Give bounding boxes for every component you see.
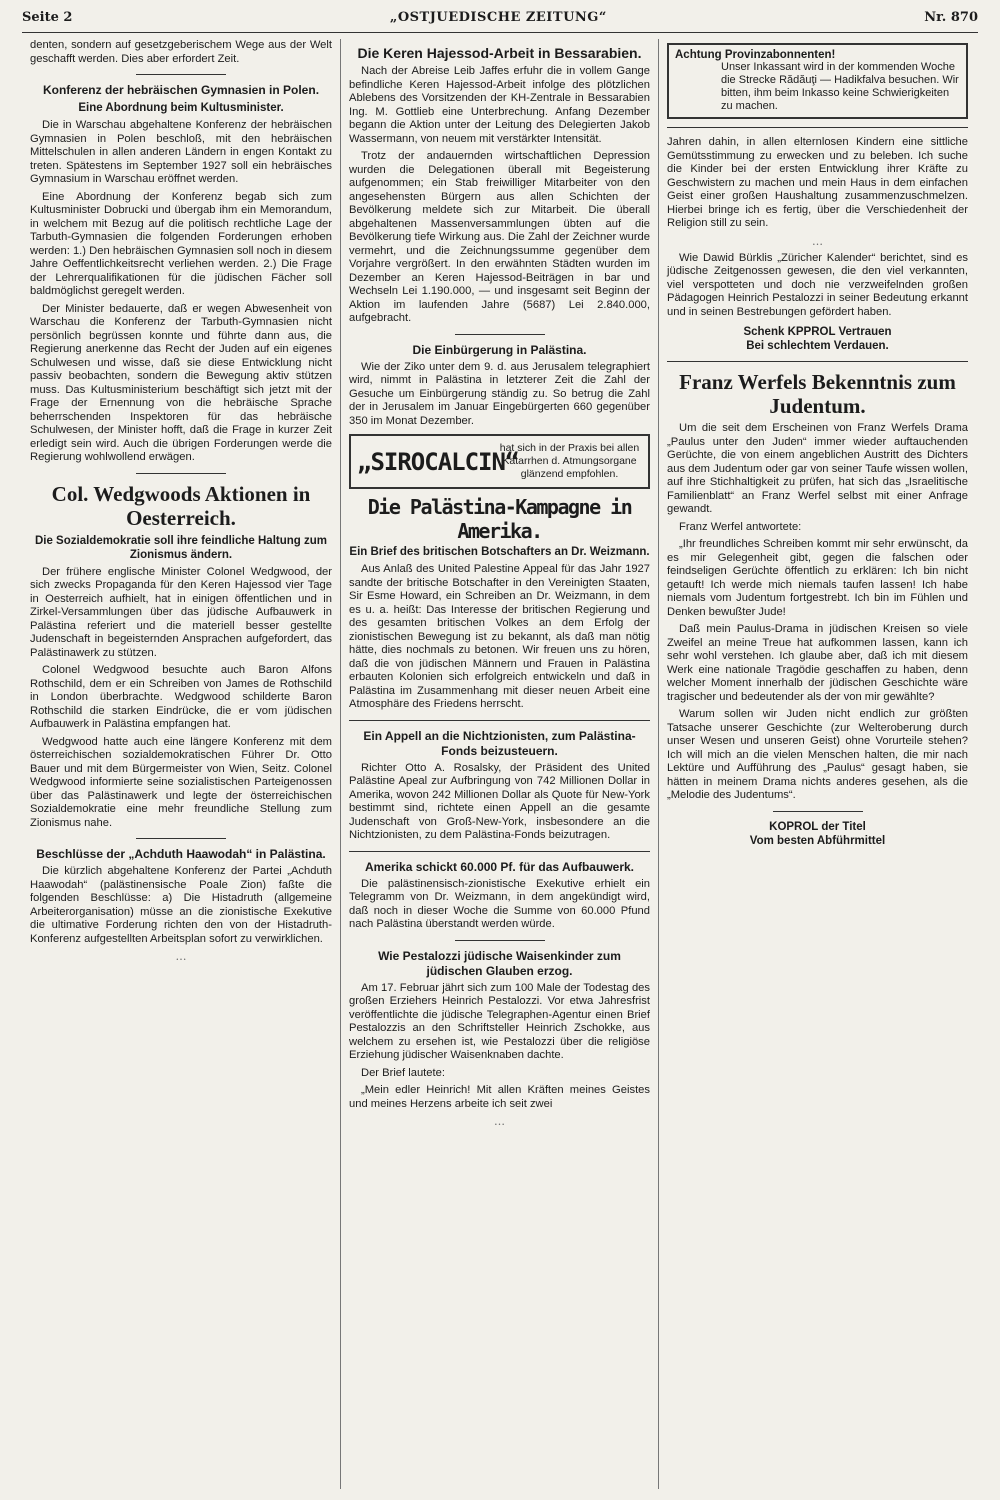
notice-box — [667, 43, 968, 119]
divider — [136, 473, 226, 474]
paragraph: Colonel Wedgwood besuchte auch Baron Alfons Rothschild, dem er ein Schreiben von James de Rothschild in London überbrachte. Wedgwood schilderte Baron Rothschild die starken Eindrücke, die er vom jüdischen Aufbauwerk in Palästina empfangen hat. — [30, 664, 332, 730]
notice-text: Unser Inkassant wird in der kommenden Woche die Strecke Rădăuţi — Hadikfalva besuchen. Wir bitten, ihm beim Inkasso keine Schwierigkeiten zu machen. — [721, 61, 959, 112]
advertisement-slogan — [667, 325, 968, 353]
divider — [455, 940, 545, 941]
column-3 — [658, 39, 976, 1489]
paragraph: Die kürzlich abgehaltene Konferenz der Partei „Achduth Haawodah“ (palästinensische Poale Zion) faßte die folgenden Beschlüsse: a) Die Histadruth (allgemeine Arbeiterorganisation) müsse an die zionistische Exekutive die ultimative Forderung richten den von der Histadruth-Konferenz aufgestellten Arbeitsplan sofort zu verwirklichen. — [30, 865, 332, 945]
paragraph: Der Brief lautete: — [361, 1066, 445, 1079]
slogan-line: Vom besten Abführmittel — [749, 834, 886, 847]
paragraph: Wie der Ziko unter dem 9. d. aus Jerusalem telegraphiert wird, nimmt in Palästina in letzterer Zeit die Zahl der Gesuche um Einbürgerung ständig zu. So betrug die Zahl der in Jerusalem im Januar Eingebürgerten 660 gegenüber 350 im Monat Dezember. — [349, 360, 650, 427]
paragraph: „Ihr freundliches Schreiben kommt mir sehr erwünscht, da es mir Gelegenheit gibt, gegen die falschen oder feindseligen Gerüchte öffentlich zu erklären: Ich bin nicht getauft! Ich werde mich niemals taufen lassen! Ich habe niemals vom Judentum fortgestrebt. Ich bin im Fühlen und Denken bewußter Jude! — [667, 538, 968, 618]
paragraph: Wedgwood hatte auch eine längere Konferenz mit dem österreichischen sozialdemokratischen Führer Dr. Otto Bauer und mit dem Bürgermeister von Wien, Seitz. Colonel Wedgwood informierte seine sozialistischen Parteigenossen über das Palästinawerk und legte der österreichischen Sozialdemokratie eine mehr freundliche Stellung zum Zionismus nahe. — [30, 735, 332, 829]
article-subtitle: Ein Brief des britischen Botschafters an Dr. Weizmann. — [349, 546, 650, 558]
slogan-line: Schenk KPPROL Vertrauen — [743, 326, 892, 338]
slogan-line: KOPROL der Titel — [769, 820, 866, 833]
divider — [136, 74, 226, 75]
paragraph: Eine Abordnung der Konferenz begab sich zum Kultusminister Dobrucki und übergab ihm ein Memorandum, in welchem mit Bezug auf die politisch rechtliche Lage der Tarbuth-Gymnasien die folgenden Forderungen erhoben werden: 1.) Den hebräischen Gymnasien soll noch in diesem Jahre Oeffentlichkeitsrecht verliehen werden. 2.) Die Frage der Lehrerqualifikationen für die jüdischen Fächer soll baldmöglichst geregelt werden. — [30, 190, 332, 297]
newspaper-title: „OSTJUEDISCHE ZEITUNG“ — [389, 10, 607, 25]
divider — [773, 811, 863, 812]
slogan-line: Bei schlechtem Verdauen. — [746, 340, 889, 352]
paragraph: Nach der Abreise Leib Jaffes erfuhr die in vollem Gange befindliche Keren Hajessod-Arbeit infolge des plötzlichen Ablebens des Vorsitzenden der KH-Zentrale in Bessarabien Ing. M. Gottlieb eine Unterbrechung. Anfang Dezember begann die Aktion unter der Leitung des Delegierten Jakob Wassermann, von neuem mit verstärkter Intensität. — [349, 65, 650, 145]
columns — [22, 39, 978, 1489]
ad-text: hat sich in der Praxis bei allen Katarrhen d. Atmungsorgane glänzend empfohlen. — [499, 442, 640, 480]
article-title: Beschlüsse der „Achduth Haawodah“ in Palästina. — [36, 847, 326, 861]
article-title: Die Keren Hajessod-Arbeit in Bessarabien. — [357, 45, 642, 61]
elided-text-marker: … — [812, 234, 823, 248]
continued-text: denten, sondern auf gesetzgeberischem Wege aus der Welt geschafft werden. Dies aber erfordert Zeit. — [30, 39, 332, 65]
article-title: Franz Werfels Bekenntnis zum Judentum. — [679, 370, 956, 418]
elided-text-marker: … — [175, 950, 187, 963]
paragraph: Daß mein Paulus-Drama in jüdischen Kreisen so viele Zweifel an meine Treue hat aufkommen lassen, kann ich sehr wohl verstehen. Ich glaube aber, daß ich mit diesem Werk eine nationale Tragödie geschaffen zu haben, denn welcher Moment innerhalb der jüdischen Geschichte wäre tragischer und bedeutender als der von mir gewählte? — [667, 623, 968, 703]
paragraph: Der Minister bedauerte, daß er wegen Abwesenheit von Warschau die Konferenz der Tarbuth-Gymnasien nicht persönlich begrüssen konnte und führte dann aus, die Regierung anerkenne das Recht der Juden auf ein eigenes Schulwesen und wisse, daß sie diese Entwicklung nicht passiv beobachten, sondern die Bewegung aktiv stützen muss. Das Kultusministerium beschäftigt sich jetzt mit der Frage der Ernennung von die hebräische Sprache beherrschenden Inspektoren für das hebräische Schulwesen, der Minister hofft, daß die Frage in kurzer Zeit erledigt sein wird. Auch die übrigen Forderungen werde die Regierung wohlwollend erwägen. — [30, 302, 332, 463]
divider — [136, 838, 226, 839]
divider — [455, 334, 545, 335]
article-title: Die Palästina-Kampagne in Amerika. — [367, 495, 632, 543]
paragraph: Warum sollen wir Juden nicht endlich zur größten Tatsache unserer Geschichte (zur Welteroberung durch unser Wesen und unseren Geist) ohne Vorurteile stehen? Ich will mich an die vielen Menschen halten, die mir nach Lektüre und Aufführung des „Paulus“ gesagt haben, sie hätten in meinem Drama nichts anderes gesehen, als die „Melodie des Judentums“. — [667, 708, 968, 801]
article-title: Wie Pestalozzi jüdische Waisenkinder zum jüdischen Glauben erzog. — [378, 948, 621, 978]
divider — [667, 127, 968, 128]
divider — [667, 361, 968, 362]
paragraph: Die in Warschau abgehaltene Konferenz der hebräischen Gymnasien in Polen beschloß, mit den hebräischen Mittelschulen in allen anderen Ländern in engen Kontakt zu treten. Spätestens im September 1927 soll ein hebräisches Gymnasium in Warschau eröffnet werden. — [30, 119, 332, 185]
column-1 — [22, 39, 340, 1489]
article-title: Col. Wedgwoods Aktionen in Oesterreich. — [51, 481, 311, 530]
paragraph: Um die seit dem Erscheinen von Franz Werfels Drama „Paulus unter den Juden“ immer wieder auftauchenden Gerüchte, die von einem angeblichen Austritt des Dichters aus dem Judentum oder gar von seiner Taufe wissen wollen, auf ihre Stichhaltigkeit zu prüfen, hat sich das „Israelitische Familienblatt“ an Franz Werfel selbst mit einer Anfrage gewandt. — [667, 422, 968, 515]
page-number: Seite 2 — [22, 10, 73, 25]
elided-text-marker: … — [494, 1115, 505, 1128]
paragraph: Wie Dawid Bürklis „Züricher Kalender“ berichtet, sind es jüdische Zeitgenossen gewesen, die den viel verkannten, viel verspotteten und doch nie verzweifelnden großen Pädagogen Heinrich Pestalozzi in seiner Bedeutung erkannt und in seinen Bestrebungen gefördert haben. — [667, 251, 968, 318]
paragraph: Jahren dahin, in allen elternlosen Kindern eine sittliche Gemütsstimmung zu erwecken und zu beleben. Ich suche die Kinder bei der ersten Entwicklung ihrer Kräfte zu Geschwistern zu machen und mein Haus in dem einfachen Geist einer großen Haushaltung zusammenzuschmelzen. Hierbei bringe ich es fertig, über die Verschiedenheit der Religion still zu sein. — [667, 136, 968, 229]
advertisement-slogan — [667, 820, 968, 848]
advertisement-sirocalcin — [349, 434, 650, 489]
paragraph: Der frühere englische Minister Colonel Wedgwood, der sich zwecks Propaganda für den Keren Hajessod vier Tage in Oesterreich aufhielt, hat in einigen öffentlichen und in Zirkel-Versammlungen über das jüdische Aufbauwerk in Palästina referiert und die materiell besser gestellte Judenschaft in begeisternden Ansprachen aufgefordert, das Palästinawerk zu stützen. — [30, 565, 332, 659]
paragraph: Franz Werfel antwortete: — [679, 520, 802, 533]
paragraph: Trotz der andauernden wirtschaftlichen Depression wurden die Delegationen überall mit Begeisterung aufgenommen; ein Stab freiwilliger Mitarbeiter von den angesehensten Bürgern aus allen Schichten der Bevölkerung meldete sich zur Mitarbeit. Die überall abgehaltenen Massenversammlungen übten auf die Bevölkerung tiefe Wirkung aus. Die Zahl der Zeichner wurde vermehrt, und die Zeichnungssumme gegenüber dem Vorjahre vergrößert. In den erwähnten Städten wurden im Dezember an Keren Hajessod-Beiträgen in bar und Wechseln Lei 1.190.000, — und insgesamt seit Beginn der Aktion im laufenden Jahre (5687) Lei 2.840.000, aufgebracht. — [349, 150, 650, 324]
masthead — [22, 10, 978, 33]
paragraph: „Mein edler Heinrich! Mit allen Kräften meines Geistes und meines Herzens arbeite ich seit zwei — [349, 1084, 650, 1110]
divider — [349, 720, 650, 721]
article-title: Amerika schickt 60.000 Pf. für das Aufbauwerk. — [365, 859, 634, 874]
article-title: Konferenz der hebräischen Gymnasien in Polen. — [42, 83, 320, 97]
paragraph: Am 17. Februar jährt sich zum 100 Male der Todestag des großen Erziehers Heinrich Pestalozzi. Vor etwa Jahresfrist veröffentlichte die jüdische Telegraphen-Agentur einen Brief Pestalozzis an den Schriftsteller Heinrich Zschokke, aus welchem zu ersehen ist, wie Pestalozzi über die religiöse Erziehung jüdischer Waisenknaben dachte. — [349, 981, 650, 1061]
article-subtitle: Eine Abordnung beim Kultusminister. — [78, 102, 284, 114]
column-2 — [340, 39, 658, 1489]
divider — [349, 851, 650, 852]
paragraph: Die palästinensisch-zionistische Exekutive erhielt ein Telegramm von Dr. Weizmann, in dem angekündigt wird, daß noch in dieser Woche die Summe von 60.000 Pfund nach Palästina überstandt werden würde. — [349, 877, 650, 930]
article-title: Ein Appell an die Nichtzionisten, zum Palästina-Fonds beizusteuern. — [363, 728, 636, 758]
article-subtitle: Die Sozialdemokratie soll ihre feindliche Haltung zum Zionismus ändern. — [34, 534, 328, 561]
paragraph: Aus Anlaß des United Palestine Appeal für das Jahr 1927 sandte der britische Botschafter in den Vereinigten Staaten, Sir Esme Howard, ein Schreiben an Dr. Weizmann, in dem es u. a. heißt: Das Interesse der britischen Regierung und des gesamten britischen Volkes an dem Erfolg der zionistischen Bewegung ist zu bekannt, als daß man nötig hätte, dies nochmals zu betonen. Wir freuen uns zu hören, daß die von jüdischen Männern und Frauen in Palästina erbauten Kolonien sich erfolgreich entwickeln und daß in Palästina im Zusammenhang mit dieser neuen Arbeit eine Atmosphäre des Friedens herrscht. — [349, 563, 650, 710]
ad-brand: „SIROCALCIN“ — [357, 447, 519, 476]
notice-title: Achtung Provinzabonnenten! — [675, 49, 836, 61]
issue-number: Nr. 870 — [924, 10, 978, 25]
paragraph: Richter Otto A. Rosalsky, der Präsident des United Palästine Apeal zur Aufbringung von 742 Millionen Dollar in Amerika, wovon 242 Millionen Dollar als Quote für New-York bestimmt sind, richtete einen Appell an die gesamte Judenschaft von Groß-New-York, insbesondere an die Nichtzionisten, zu dem Palästina-Fonds beizutragen. — [349, 761, 650, 841]
article-title: Die Einbürgerung in Palästina. — [412, 342, 587, 357]
